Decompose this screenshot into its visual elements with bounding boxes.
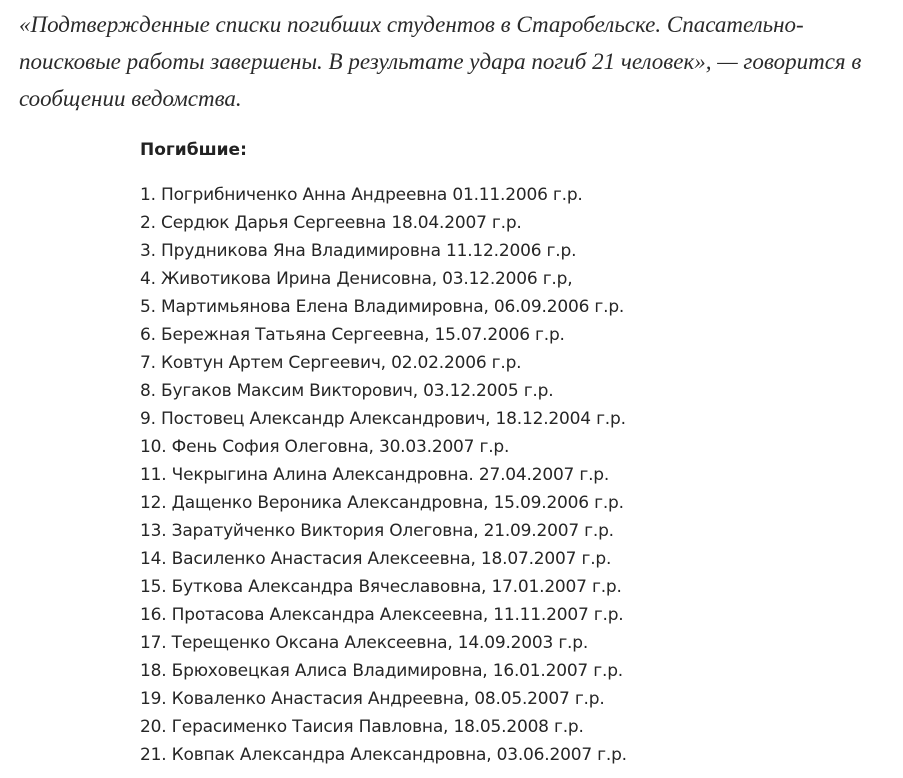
victim-item: 8. Бугаков Максим Викторович, 03.12.2005 г.р. xyxy=(140,381,554,401)
victim-item: 11. Чекрыгина Алина Александровна. 27.04.2007 г.р. xyxy=(140,465,610,485)
victim-item: 3. Прудникова Яна Владимировна 11.12.2006 г.р. xyxy=(140,241,577,261)
victims-heading: Погибшие: xyxy=(140,140,247,160)
victim-item: 5. Мартимьянова Елена Владимировна, 06.09.2006 г.р. xyxy=(140,297,625,317)
article-quote: «Подтвержденные списки погибших студентов в Старобельске. Спасательно-поисковые работы завершены. В результате удара погиб 21 человек», — говорится в сообщении ведомства. xyxy=(19,12,862,111)
victim-item: 13. Заратуйченко Виктория Олеговна, 21.09.2007 г.р. xyxy=(140,521,614,541)
victim-item: 10. Фень София Олеговна, 30.03.2007 г.р. xyxy=(140,437,510,457)
victim-item: 6. Бережная Татьяна Сергеевна, 15.07.2006 г.р. xyxy=(140,325,565,345)
victim-item: 21. Ковпак Александра Александровна, 03.06.2007 г.р. xyxy=(140,745,627,765)
victim-item: 1. Погрибниченко Анна Андреевна 01.11.2006 г.р. xyxy=(140,185,583,205)
victim-item: 15. Буткова Александра Вячеславовна, 17.01.2007 г.р. xyxy=(140,577,622,597)
victims-section xyxy=(140,136,880,769)
victim-item: 2. Сердюк Дарья Сергеевна 18.04.2007 г.р. xyxy=(140,213,522,233)
victim-item: 7. Ковтун Артем Сергеевич, 02.02.2006 г.р. xyxy=(140,353,522,373)
victim-item: 4. Животикова Ирина Денисовна, 03.12.2006 г.р, xyxy=(140,269,573,289)
victim-item: 20. Герасименко Таисия Павловна, 18.05.2008 г.р. xyxy=(140,717,584,737)
victim-item: 17. Терещенко Оксана Алексеевна, 14.09.2003 г.р. xyxy=(140,633,589,653)
victim-item: 12. Дащенко Вероника Александровна, 15.09.2006 г.р. xyxy=(140,493,624,513)
victim-item: 9. Постовец Александр Александрович, 18.12.2004 г.р. xyxy=(140,409,626,429)
victim-item: 18. Брюховецкая Алиса Владимировна, 16.01.2007 г.р. xyxy=(140,661,623,681)
victim-item: 19. Коваленко Анастасия Андреевна, 08.05.2007 г.р. xyxy=(140,689,605,709)
victim-item: 16. Протасова Александра Алексеевна, 11.11.2007 г.р. xyxy=(140,605,624,625)
victims-list xyxy=(140,181,880,769)
victim-item: 14. Василенко Анастасия Алексеевна, 18.07.2007 г.р. xyxy=(140,549,612,569)
